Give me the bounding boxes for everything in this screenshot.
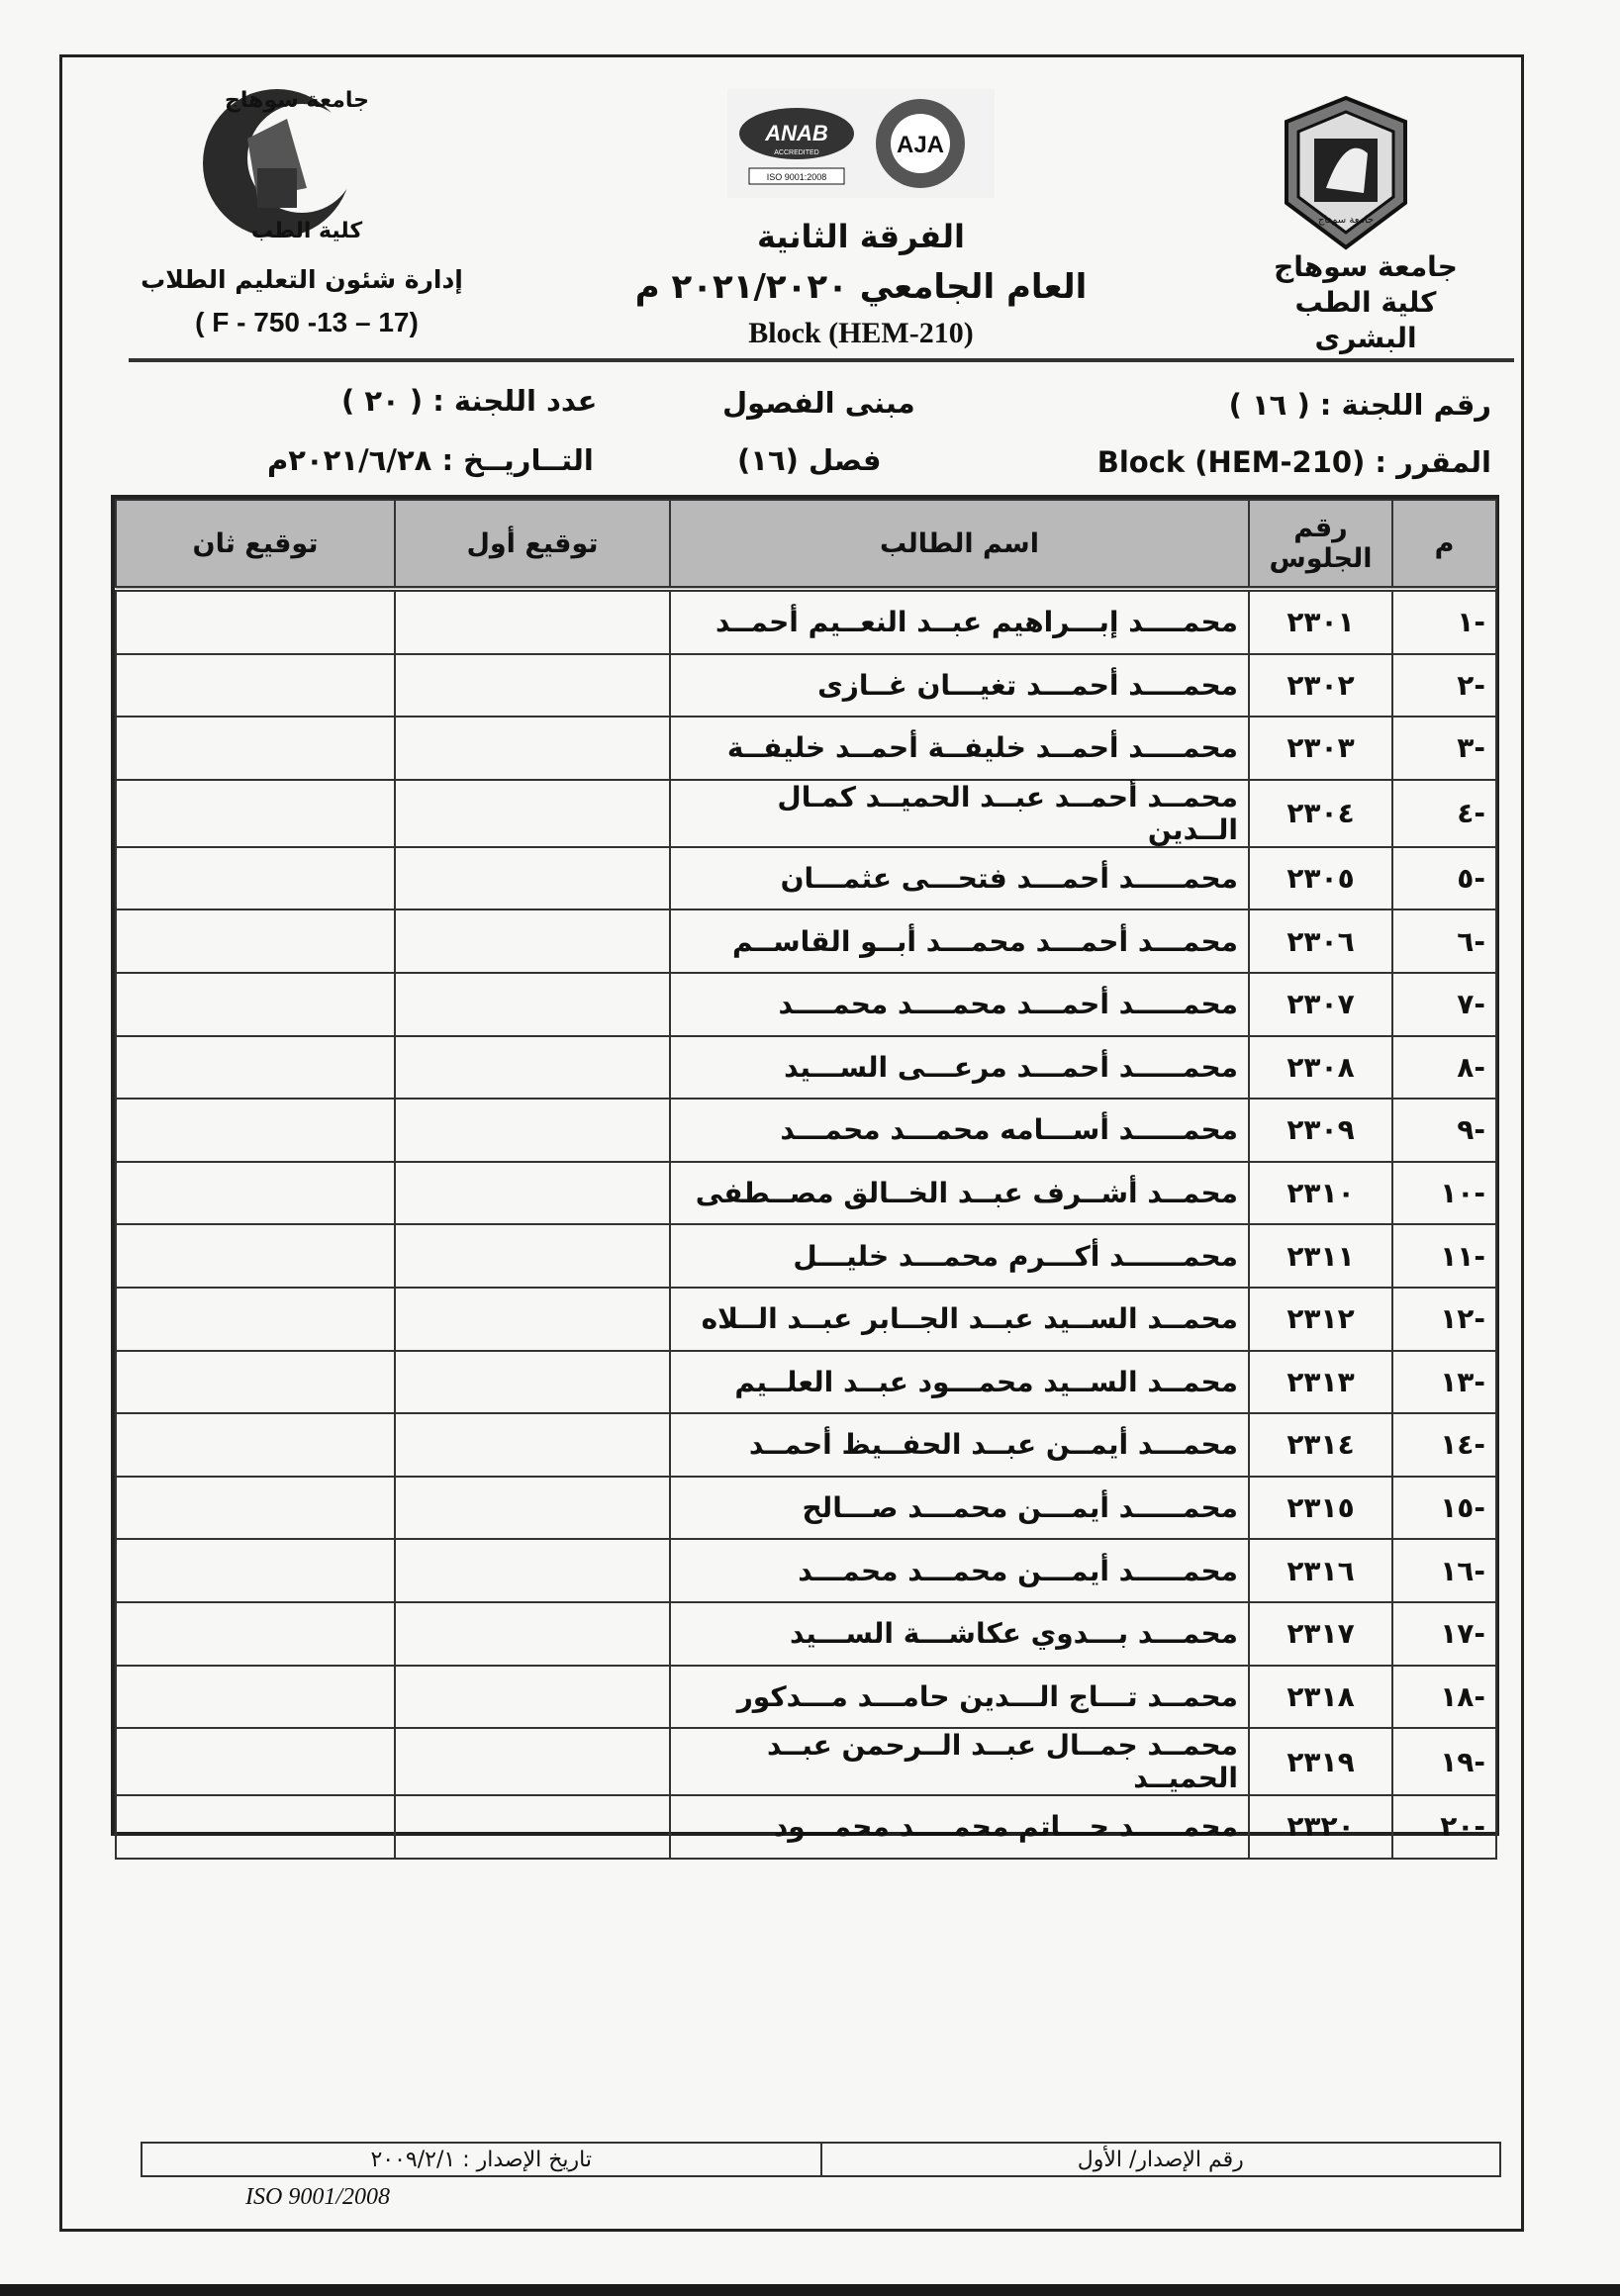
table-row (116, 1099, 1496, 1162)
student-name: محمــــد إبـــراهيم عبــد النعــيم أحمــد (670, 589, 1249, 654)
signature-second (116, 909, 395, 973)
signature-second (116, 973, 395, 1036)
table-row (116, 1162, 1496, 1225)
signature-second (116, 1288, 395, 1351)
signature-first (395, 1413, 670, 1477)
signature-first (395, 1162, 670, 1225)
signature-first (395, 1477, 670, 1540)
university-faculty (1247, 249, 1484, 356)
signature-second (116, 1224, 395, 1288)
row-number: -٨ (1392, 1036, 1496, 1100)
student-name: محمـــــد أحمـــد مرعـــى الســـيد (670, 1036, 1249, 1100)
signature-second (116, 1666, 395, 1729)
anab-sub: ACCREDITED (774, 149, 819, 156)
signature-second (116, 1036, 395, 1100)
row-number: -١٢ (1392, 1288, 1496, 1351)
col-header-sig1: توقيع أول (395, 500, 670, 589)
footer-box (141, 2142, 1501, 2177)
student-name: محمــــد أحمــد خليفــة أحمــد خليفــة (670, 717, 1249, 780)
student-name: محمـــــد أيمـــن محمـــد محمـــد (670, 1539, 1249, 1602)
signature-second (116, 1477, 395, 1540)
table-row (116, 1413, 1496, 1477)
signature-second (116, 654, 395, 718)
col-header-name: اسم الطالب (670, 500, 1249, 589)
seat-number: ٢٣١٦ (1249, 1539, 1392, 1602)
university-name: جامعة سوهاج (1274, 250, 1458, 283)
signature-second (116, 1351, 395, 1414)
signature-first (395, 589, 670, 654)
roster-body (116, 589, 1496, 1859)
row-number: -٥ (1392, 847, 1496, 910)
student-name: محمـــد بـــدوي عكاشـــة الســـيد (670, 1602, 1249, 1666)
student-name: محمـــــد أســـامه محمـــد محمـــد (670, 1099, 1249, 1162)
seat-number: ٢٣٠٤ (1249, 780, 1392, 847)
row-number: -١٩ (1392, 1728, 1496, 1795)
row-number: -١٨ (1392, 1666, 1496, 1729)
row-number: -٧ (1392, 973, 1496, 1036)
student-name: محمـــد أيمــن عبــد الحفــيظ أحمــد (670, 1413, 1249, 1477)
signature-second (116, 780, 395, 847)
version-number: رقم الإصدار/ الأول (820, 2144, 1500, 2175)
seat-number: ٢٣٠٧ (1249, 973, 1392, 1036)
signature-first (395, 654, 670, 718)
row-number: -١٣ (1392, 1351, 1496, 1414)
signature-second (116, 1728, 395, 1795)
row-number: -٤ (1392, 780, 1496, 847)
signature-first (395, 1036, 670, 1100)
grade-title: الفرقة الثانية (757, 218, 965, 255)
table-row (116, 909, 1496, 973)
seat-number: ٢٣١٥ (1249, 1477, 1392, 1540)
row-number: -١٧ (1392, 1602, 1496, 1666)
table-row (116, 1351, 1496, 1414)
table-header-row (116, 500, 1496, 589)
student-name: محمــــــد أكـــرم محمـــد خليـــل (670, 1224, 1249, 1288)
row-number: -٦ (1392, 909, 1496, 973)
signature-first (395, 1539, 670, 1602)
table-row (116, 1539, 1496, 1602)
signature-second (116, 717, 395, 780)
row-number: -١١ (1392, 1224, 1496, 1288)
row-number: -٩ (1392, 1099, 1496, 1162)
block-code: Block (HEM-210) (748, 317, 974, 349)
signature-first (395, 1351, 670, 1414)
faculty-name: كلية الطب البشرى (1294, 286, 1437, 354)
student-name: محمـــــد أحمـــد محمــــد محمــــد (670, 973, 1249, 1036)
student-name: محمــد تـــاج الـــدين حامـــد مـــدكور (670, 1666, 1249, 1729)
seat-number: ٢٣٠٨ (1249, 1036, 1392, 1100)
logo-text-bottom: كلية الطب (250, 219, 363, 243)
student-name: محمـــد أحمـــد محمـــد أبــو القاســم (670, 909, 1249, 973)
seat-number: ٢٣٢٠ (1249, 1795, 1392, 1859)
student-name: محمــد أشــرف عبــد الخــالق مصــطفى (670, 1162, 1249, 1225)
sohag-university-seal (1277, 94, 1415, 252)
col-header-seat: رقم الجلوس (1249, 500, 1392, 589)
signature-first (395, 1099, 670, 1162)
table-row (116, 1036, 1496, 1100)
anab-iso: ISO 9001:2008 (766, 172, 827, 182)
student-name: محمــد الســيد عبــد الجــابر عبــد الــلاه (670, 1288, 1249, 1351)
signature-first (395, 973, 670, 1036)
accreditation-logos (727, 89, 995, 198)
row-number: -٢ (1392, 654, 1496, 718)
student-name: محمـــــد أيمـــن محمـــد صـــالح (670, 1477, 1249, 1540)
seat-number: ٢٣٠٥ (1249, 847, 1392, 910)
signature-first (395, 780, 670, 847)
seat-number: ٢٣٠٩ (1249, 1099, 1392, 1162)
signature-first (395, 909, 670, 973)
table-row (116, 654, 1496, 718)
table-row (116, 1477, 1496, 1540)
signature-first (395, 1224, 670, 1288)
row-number: -١٥ (1392, 1477, 1496, 1540)
row-number: -١٤ (1392, 1413, 1496, 1477)
row-number: -١٠ (1392, 1162, 1496, 1225)
form-code: ( F - 750 -13 – 17) (195, 307, 419, 337)
course-code: المقرر : Block (HEM-210) (1096, 445, 1491, 479)
table-row (116, 973, 1496, 1036)
roster-table-wrapper (111, 495, 1499, 1844)
seat-number: ٢٣١١ (1249, 1224, 1392, 1288)
anab-mark: ANAB (765, 121, 828, 145)
faculty-of-medicine-logo (158, 79, 406, 247)
table-row (116, 1728, 1496, 1795)
signature-second (116, 1539, 395, 1602)
seat-number: ٢٣١٣ (1249, 1351, 1392, 1414)
exam-date: التــاريــخ : ٢٠٢١/٦/٢٨م (267, 443, 594, 477)
student-name: محمــد أحمــد عبــد الحميــد كمـال الــدين (670, 780, 1249, 847)
table-row (116, 1795, 1496, 1859)
scan-edge (0, 2284, 1620, 2296)
classroom-number: فصل (١٦) (737, 443, 882, 477)
header-divider (129, 358, 1514, 362)
student-name: محمــــد أحمـــد تغيـــان غــازى (670, 654, 1249, 718)
seat-number: ٢٣٠٣ (1249, 717, 1392, 780)
building-name: مبنى الفصول (722, 386, 915, 420)
academic-year: العام الجامعي ٢٠٢١/٢٠٢٠ م (634, 267, 1088, 307)
student-name: محمــد جمــال عبــد الــرحمن عبــد الحميــد (670, 1728, 1249, 1795)
table-row (116, 589, 1496, 654)
signature-second (116, 1795, 395, 1859)
seal-text: جامعة سوهاج (1317, 215, 1375, 226)
table-row (116, 1666, 1496, 1729)
signature-first (395, 1666, 670, 1729)
student-name: محمـــــد أحمـــد فتحـــى عثمـــان (670, 847, 1249, 910)
student-name: محمــد الســيد محمـــود عبــد العلــيم (670, 1351, 1249, 1414)
seat-number: ٢٣١٩ (1249, 1728, 1392, 1795)
seat-number: ٢٣١٤ (1249, 1413, 1392, 1477)
table-row (116, 847, 1496, 910)
col-header-sig2: توقيع ثان (116, 500, 395, 589)
table-row (116, 1288, 1496, 1351)
signature-first (395, 1728, 670, 1795)
signature-second (116, 847, 395, 910)
signature-first (395, 847, 670, 910)
signature-second (116, 1602, 395, 1666)
seat-number: ٢٣٠٦ (1249, 909, 1392, 973)
col-header-num: م (1392, 500, 1496, 589)
department-name: إدارة شئون التعليم الطلاب (141, 265, 463, 294)
row-number: -٣ (1392, 717, 1496, 780)
signature-first (395, 1288, 670, 1351)
signature-second (116, 1099, 395, 1162)
signature-second (116, 589, 395, 654)
student-name: محمـــــد حـــاتم محمــــد محمـــود (670, 1795, 1249, 1859)
committee-number: رقم اللجنة : ( ١٦ ) (1228, 388, 1491, 422)
seat-number: ٢٣١٨ (1249, 1666, 1392, 1729)
row-number: -٢٠ (1392, 1795, 1496, 1859)
logo-text-top: جامعة سوهاج (225, 88, 369, 113)
signature-second (116, 1162, 395, 1225)
iso-standard: ISO 9001/2008 (245, 2184, 390, 2210)
seat-number: ٢٣١٠ (1249, 1162, 1392, 1225)
table-row (116, 717, 1496, 780)
seat-number: ٢٣١٧ (1249, 1602, 1392, 1666)
table-row (116, 1602, 1496, 1666)
signature-second (116, 1413, 395, 1477)
student-roster-table (115, 499, 1497, 1860)
issue-date: تاريخ الإصدار : ٢٠٠٩/٢/١ (370, 2147, 593, 2172)
committee-count: عدد اللجنة : ( ٢٠ ) (341, 384, 598, 418)
table-row (116, 780, 1496, 847)
table-row (116, 1224, 1496, 1288)
seat-number: ٢٣٠٢ (1249, 654, 1392, 718)
signature-first (395, 1795, 670, 1859)
row-number: -١ (1392, 589, 1496, 654)
signature-first (395, 717, 670, 780)
seat-number: ٢٣١٢ (1249, 1288, 1392, 1351)
seat-number: ٢٣٠١ (1249, 589, 1392, 654)
row-number: -١٦ (1392, 1539, 1496, 1602)
signature-first (395, 1602, 670, 1666)
aja-mark: AJA (896, 132, 945, 158)
